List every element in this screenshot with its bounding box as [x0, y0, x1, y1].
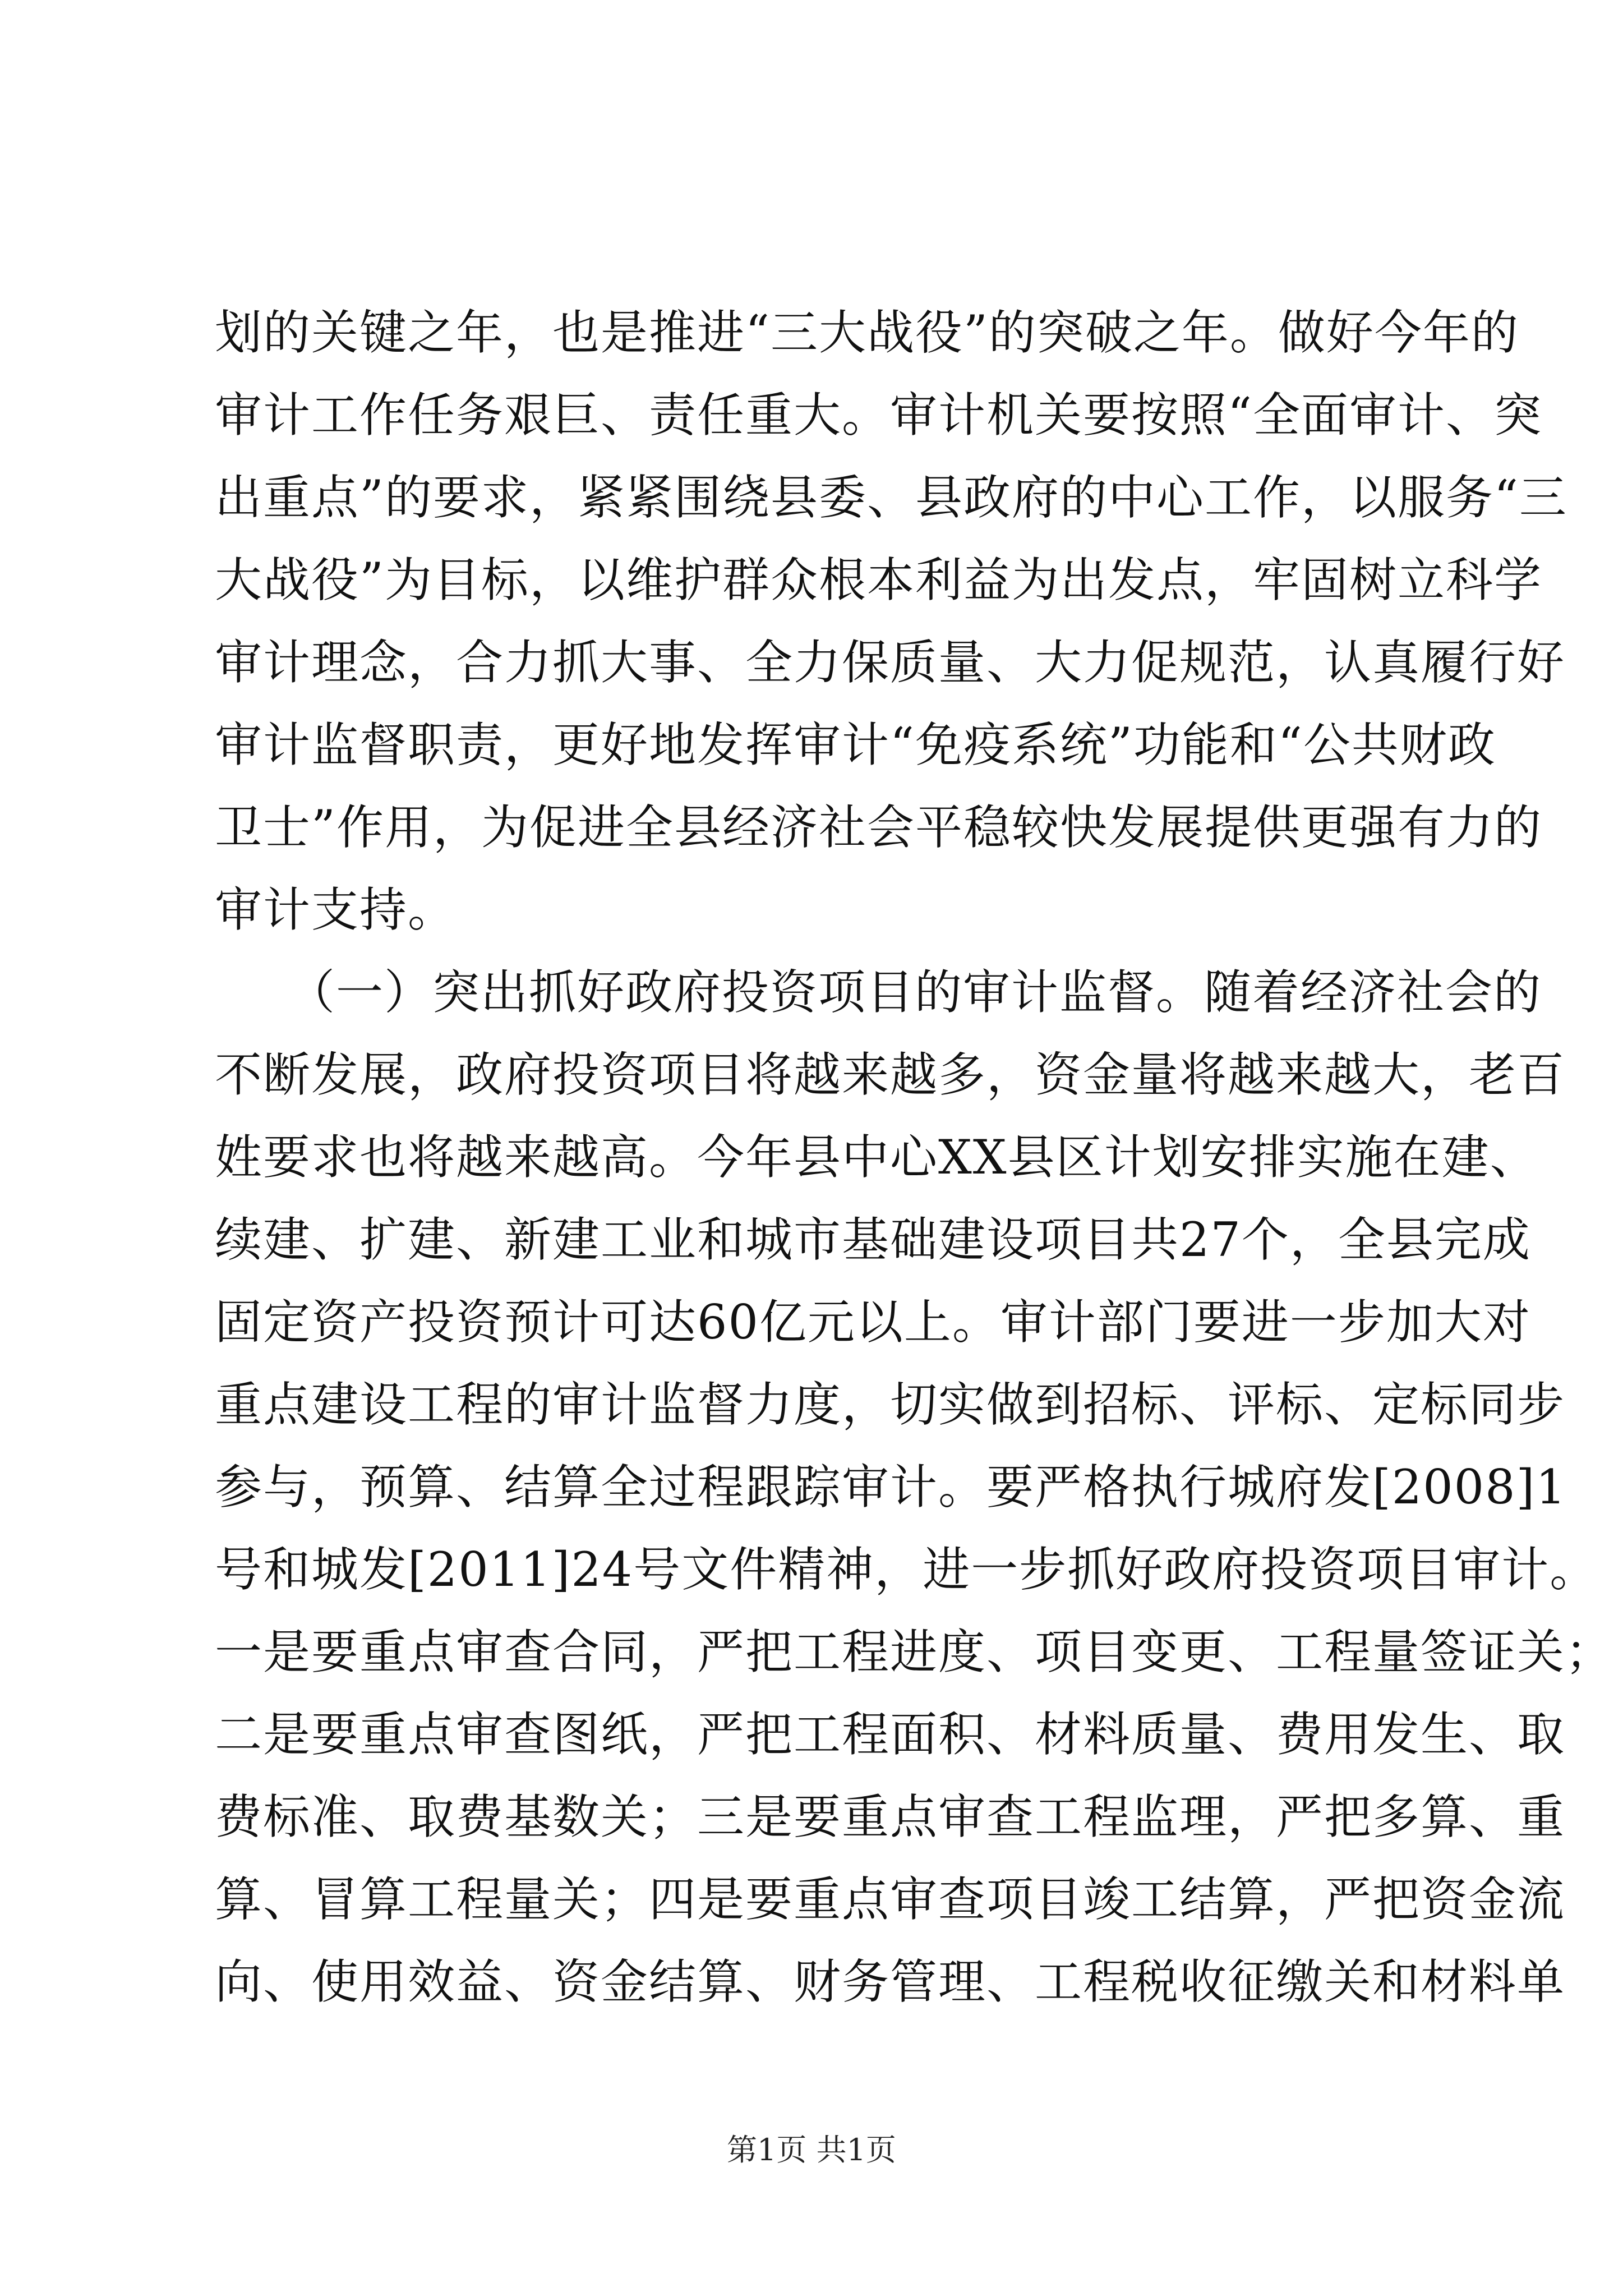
text-line: 审计监督职责，更好地发挥审计“免疫系统”功能和“公共财政: [215, 717, 1496, 772]
page-footer: [0, 2126, 1623, 2169]
text-line: 费标准、取费基数关；三是要重点审查工程监理，严把多算、重: [215, 1789, 1566, 1844]
text-line: （一）突出抓好政府投资项目的审计监督。随着经济社会的: [215, 965, 1542, 1020]
text-line: 审计理念，合力抓大事、全力保质量、大力促规范，认真履行好: [215, 635, 1566, 690]
text-line: 不断发展，政府投资项目将越来越多，资金量将越来越大，老百: [215, 1047, 1566, 1102]
text-line: 卫士”作用，为促进全县经济社会平稳较快发展提供更强有力的: [215, 800, 1542, 855]
text-line: 续建、扩建、新建工业和城市基础建设项目共27个，全县完成: [215, 1212, 1531, 1267]
text-line: 重点建设工程的审计监督力度，切实做到招标、评标、定标同步: [215, 1377, 1566, 1432]
text-line: 一是要重点审查合同，严把工程进度、项目变更、工程量签证关；: [215, 1625, 1614, 1680]
page-number-label: 第1页 共1页: [727, 2132, 896, 2168]
text-line: 固定资产投资预计可达60亿元以上。审计部门要进一步加大对: [215, 1295, 1531, 1350]
text-line: 算、冒算工程量关；四是要重点审查项目竣工结算，严把资金流: [215, 1872, 1566, 1927]
text-line: 号和城发[2011]24号文件精神，进一步抓好政府投资项目审计。: [215, 1542, 1598, 1597]
text-line: 参与，预算、结算全过程跟踪审计。要严格执行城府发[2008]1: [215, 1460, 1567, 1515]
text-line: 向、使用效益、资金结算、财务管理、工程税收征缴关和材料单: [215, 1954, 1566, 2009]
text-line: 审计支持。: [215, 882, 457, 937]
text-line: 姓要求也将越来越高。今年县中心XX县区计划安排实施在建、: [215, 1130, 1538, 1185]
text-line: 审计工作任务艰巨、责任重大。审计机关要按照“全面审计、突: [215, 388, 1542, 443]
body-text: [215, 292, 1614, 2023]
text-line: 划的关键之年，也是推进“三大战役”的突破之年。做好今年的: [215, 305, 1519, 360]
text-line: 出重点”的要求，紧紧围绕县委、县政府的中心工作，以服务“三: [215, 470, 1567, 525]
text-line: 二是要重点审查图纸，严把工程面积、材料质量、费用发生、取: [215, 1707, 1566, 1762]
text-line: 大战役”为目标，以维护群众根本利益为出发点，牢固树立科学: [215, 553, 1542, 608]
